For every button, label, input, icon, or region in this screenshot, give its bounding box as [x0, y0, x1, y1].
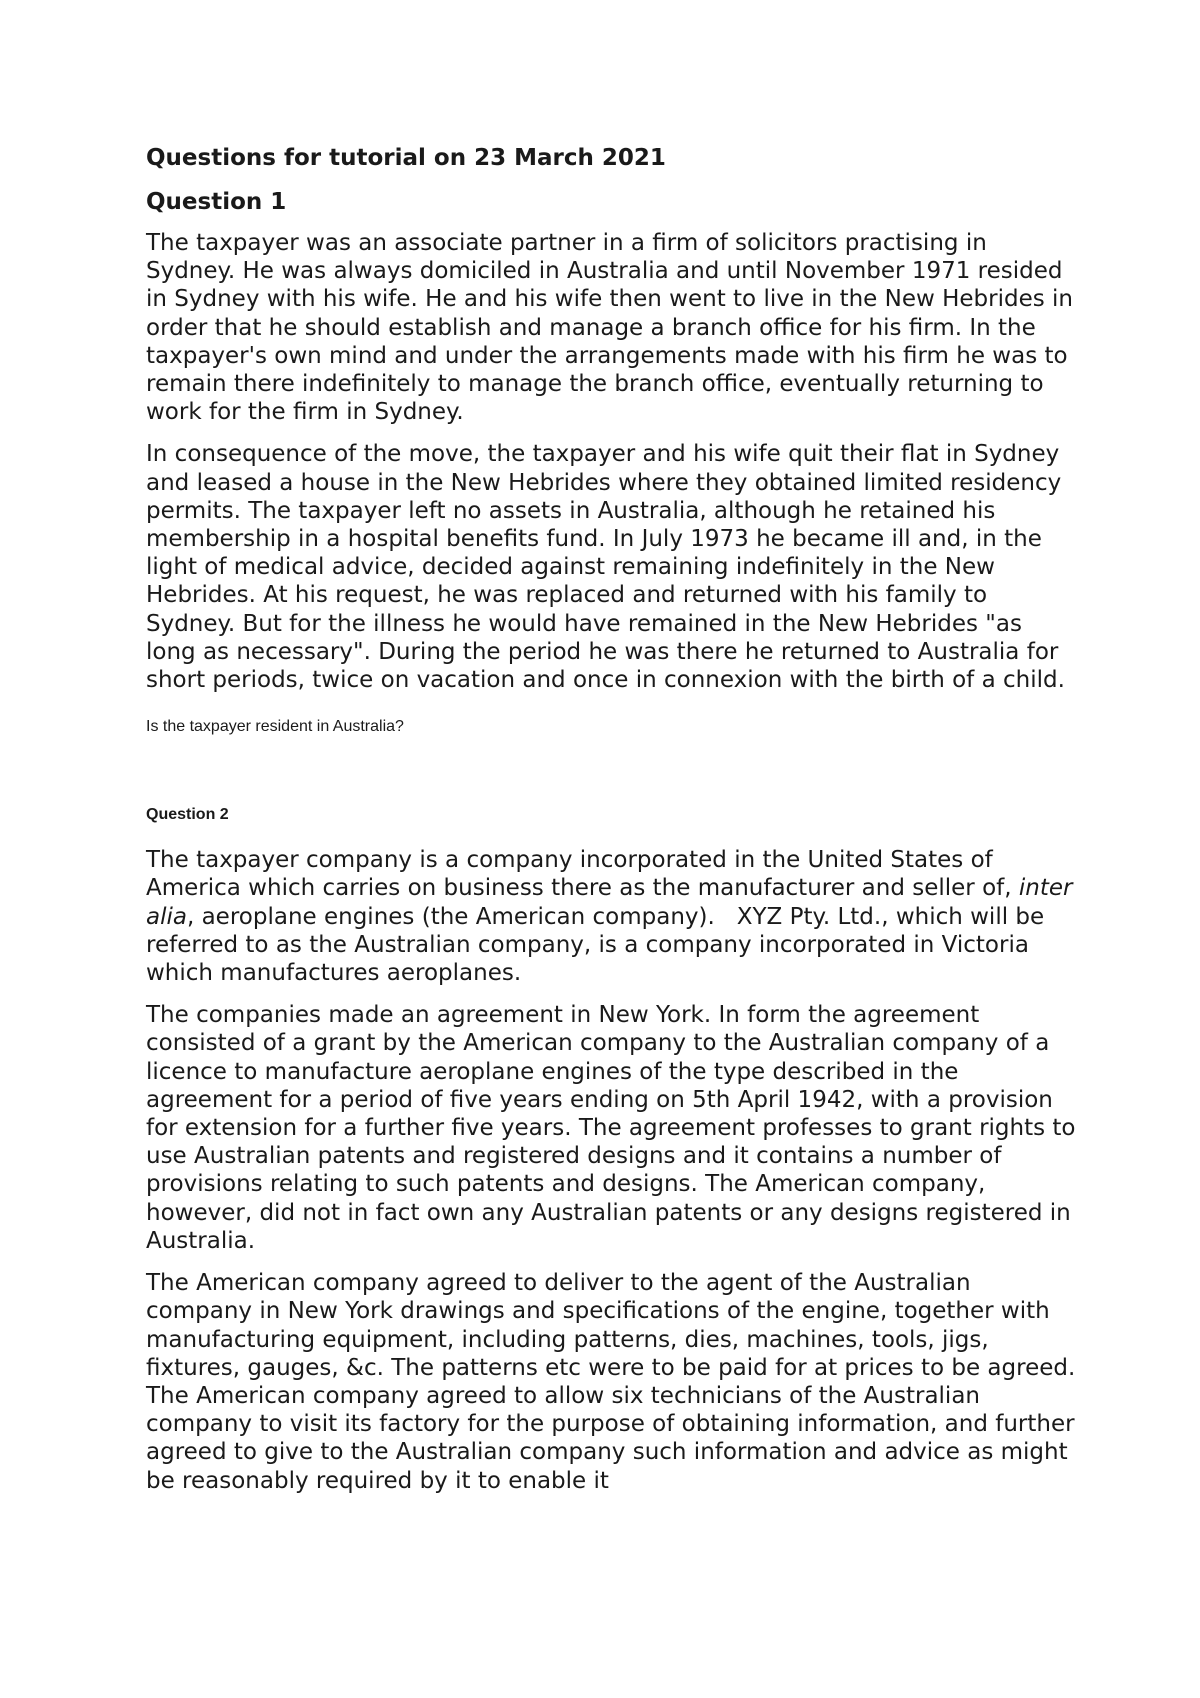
- question-2-paragraph-2: The companies made an agreement in New York. In form the agreement consisted of a grant by the American company to the Australian company of a licence to manufacture aeroplane engines of the type described in the agreement for a period of five years ending on 5th April 1942, with a provision for extension for a further five years. The agreement professes to grant rights to use Australian patents and registered designs and it contains a number of provisions relating to such patents and designs. The American company, however, did not in fact own any Australian patents or any designs registered in Australia.: [146, 1002, 1076, 1254]
- question-2-paragraph-1: [146, 846, 1076, 987]
- question-1-paragraph-2: In consequence of the move, the taxpayer and his wife quit their flat in Sydney and leased a house in the New Hebrides where they obtained limited residency permits. The taxpayer left no assets in Australia, although he retained his membership in a hospital benefits fund. In July 1973 he became ill and, in the light of medical advice, decided against remaining indefinitely in the New Hebrides. At his request, he was replaced and returned with his family to Sydney. But for the illness he would have remained in the New Hebrides "as long as necessary". During the period he was there he returned to Australia for short periods, twice on vacation and once in connexion with the birth of a child.: [146, 441, 1065, 694]
- question-1-heading: Question 1: [146, 189, 287, 215]
- question-2-paragraph-1-start: The taxpayer company is a company incorporated in the United States of America which carries on business there as the manufacturer and seller of,: [146, 847, 1019, 902]
- question-2-heading: Question 2: [146, 806, 229, 824]
- question-1-paragraph-1: The taxpayer was an associate partner in a firm of solicitors practising in Sydney. He was always domiciled in Australia and until November 1971 resided in Sydney with his wife. He and his wife then went to live in the New Hebrides in order that he should establish and manage a branch office for his firm. In the taxpayer's own mind and under the arrangements made with his firm he was to remain there indefinitely to manage the branch office, eventually returning to work for the firm in Sydney.: [146, 230, 1074, 426]
- document-body: [146, 143, 1076, 1509]
- question-2-paragraph-3: The American company agreed to deliver to the agent of the Australian company in New York drawings and specifications of the engine, together with manufacturing equipment, including patterns, dies, machines, tools, jigs, fixtures, gauges, &c. The patterns etc were to be paid for at prices to be agreed. The American company agreed to allow six technicians of the Australian company to visit its factory for the purpose of obtaining information, and further agreed to give to the Australian company such information and advice as might be reasonably required by it to enable it: [146, 1270, 1076, 1494]
- question-2-paragraph-1-italic: inter alia: [146, 875, 1073, 930]
- question-2-paragraph-1-end: , aeroplane engines (the American company). XYZ Pty. Ltd., which will be referred to as the Australian company, is a company incorporated in Victoria which manufactures aeroplanes.: [146, 903, 1052, 987]
- document-title: Questions for tutorial on 23 March 2021: [146, 145, 666, 171]
- question-1-prompt: Is the taxpayer resident in Australia?: [146, 718, 404, 736]
